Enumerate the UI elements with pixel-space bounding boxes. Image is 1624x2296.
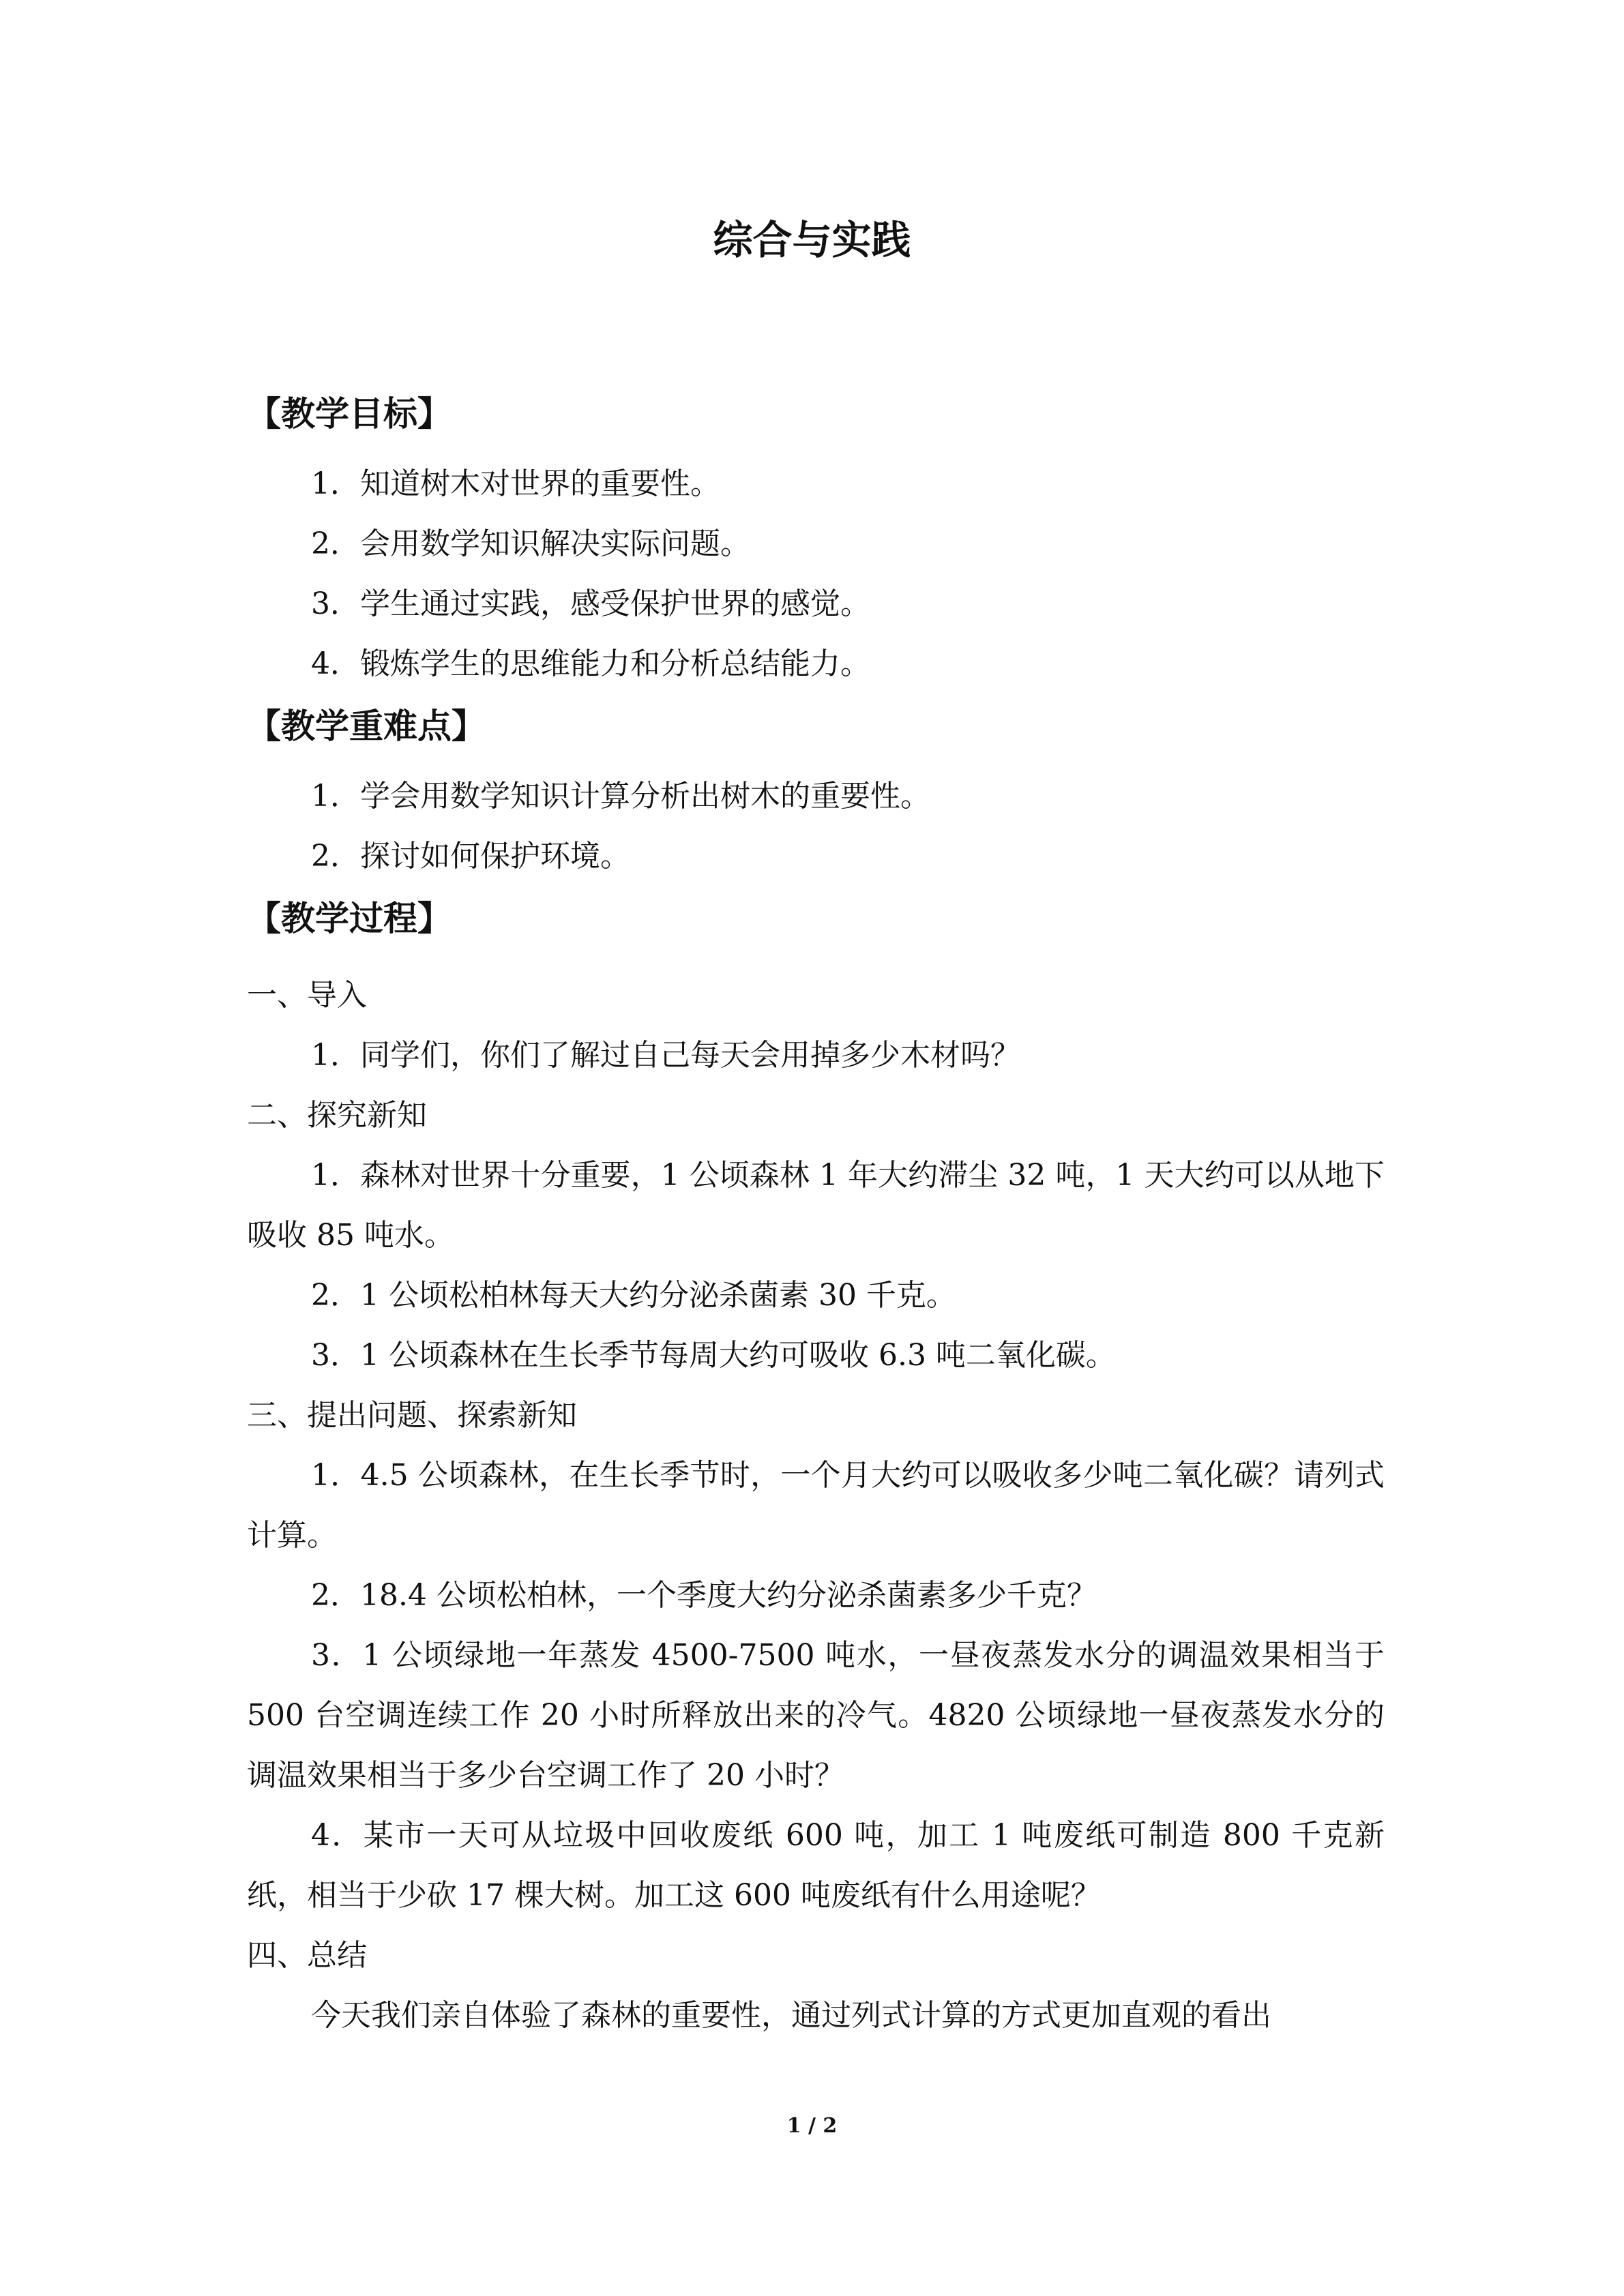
list-item: 4．锻炼学生的思维能力和分析总结能力。 xyxy=(311,646,870,681)
subsection-heading-explore: 二、探究新知 xyxy=(247,1098,427,1133)
objectives-list xyxy=(247,454,1385,694)
list-item: 1．森林对世界十分重要，1 公顷森林 1 年大约滞尘 32 吨，1 天大约可以从地下吸收 85 吨水。 xyxy=(247,1158,1385,1253)
list-item: 1．学会用数学知识计算分析出树木的重要性。 xyxy=(311,779,930,814)
subsection-heading-summary: 四、总结 xyxy=(247,1938,367,1973)
section-heading-keypoints: 【教学重难点】 xyxy=(247,706,486,746)
list-item: 1．4.5 公顷森林，在生长季节时，一个月大约可以吸收多少吨二氧化碳？请列式计算。 xyxy=(247,1458,1385,1553)
list-item: 1．同学们，你们了解过自己每天会用掉多少木材吗？ xyxy=(311,1038,1020,1073)
keypoints-list xyxy=(247,766,1385,886)
page-title: 综合与实践 xyxy=(713,217,911,263)
list-item: 3．1 公顷森林在生长季节每周大约可吸收 6.3 吨二氧化碳。 xyxy=(311,1338,1116,1373)
list-item: 1．知道树木对世界的重要性。 xyxy=(311,466,720,501)
paragraph: 今天我们亲自体验了森林的重要性，通过列式计算的方式更加直观的看出 xyxy=(311,1998,1271,2033)
list-item: 2．会用数学知识解决实际问题。 xyxy=(311,526,750,561)
list-item: 2．探讨如何保护环境。 xyxy=(311,839,630,874)
list-item: 3．学生通过实践，感受保护世界的感觉。 xyxy=(311,586,870,621)
section-heading-process: 【教学过程】 xyxy=(247,899,452,938)
page-number: 1 / 2 xyxy=(786,2114,838,2138)
list-item: 4．某市一天可从垃圾中回收废纸 600 吨，加工 1 吨废纸可制造 800 千克新纸，相当于少砍 17 棵大树。加工这 600 吨废纸有什么用途呢？ xyxy=(247,1818,1385,1913)
list-item: 3．1 公顷绿地一年蒸发 4500-7500 吨水，一昼夜蒸发水分的调温效果相当于 500 台空调连续工作 20 小时所释放出来的冷气。4820 公顷绿地一昼夜蒸发水分的调温效果相当于多少台空调工作了 20 小时？ xyxy=(247,1638,1385,1793)
subsection-heading-questions: 三、提出问题、探索新知 xyxy=(247,1398,577,1433)
section-heading-objectives: 【教学目标】 xyxy=(247,394,452,434)
list-item: 2．18.4 公顷松柏林，一个季度大约分泌杀菌素多少千克？ xyxy=(311,1578,1097,1613)
subsection-heading-intro: 一、导入 xyxy=(247,978,367,1013)
document-body xyxy=(247,382,1385,2046)
list-item: 2．1 公顷松柏林每天大约分泌杀菌素 30 千克。 xyxy=(311,1278,956,1313)
